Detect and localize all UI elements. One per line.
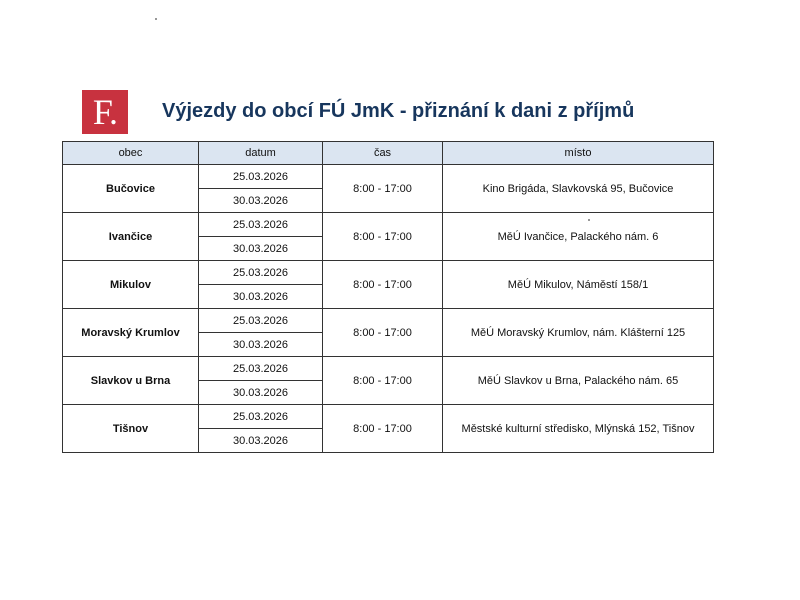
cell-cas: 8:00 - 17:00 xyxy=(323,261,443,309)
cell-obec: Ivančice xyxy=(63,213,199,261)
table-row xyxy=(63,213,714,237)
schedule-table xyxy=(62,141,714,453)
cell-cas: 8:00 - 17:00 xyxy=(323,213,443,261)
column-header-datum: datum xyxy=(199,142,323,165)
column-header-obec: obec xyxy=(63,142,199,165)
cell-misto: MěÚ Ivančice, Palackého nám. 6 xyxy=(443,213,714,261)
cell-obec: Tišnov xyxy=(63,405,199,453)
column-header-cas: čas xyxy=(323,142,443,165)
table-header-row xyxy=(63,142,714,165)
table-row xyxy=(63,405,714,429)
logo-letter: F. xyxy=(92,92,118,132)
cell-cas: 8:00 - 17:00 xyxy=(323,357,443,405)
cell-obec: Moravský Krumlov xyxy=(63,309,199,357)
cell-datum: 30.03.2026 xyxy=(199,237,323,261)
page-title: Výjezdy do obcí FÚ JmK - přiznání k dani z příjmů xyxy=(162,100,635,122)
table-row xyxy=(63,357,714,381)
cell-cas: 8:00 - 17:00 xyxy=(323,165,443,213)
cell-misto: Kino Brigáda, Slavkovská 95, Bučovice xyxy=(443,165,714,213)
cell-misto: MěÚ Moravský Krumlov, nám. Klášterní 125 xyxy=(443,309,714,357)
cell-obec: Mikulov xyxy=(63,261,199,309)
table-row xyxy=(63,261,714,285)
cell-misto: Městské kulturní středisko, Mlýnská 152, Tišnov xyxy=(443,405,714,453)
cell-datum: 25.03.2026 xyxy=(199,357,323,381)
cell-obec: Bučovice xyxy=(63,165,199,213)
cell-misto: MěÚ Slavkov u Brna, Palackého nám. 65 xyxy=(443,357,714,405)
logo xyxy=(82,90,128,134)
cell-datum: 25.03.2026 xyxy=(199,213,323,237)
cell-datum: 30.03.2026 xyxy=(199,381,323,405)
table-row xyxy=(63,309,714,333)
cell-datum: 25.03.2026 xyxy=(199,309,323,333)
cell-datum: 25.03.2026 xyxy=(199,405,323,429)
column-header-misto: místo xyxy=(443,142,714,165)
cell-datum: 30.03.2026 xyxy=(199,285,323,309)
cell-datum: 30.03.2026 xyxy=(199,333,323,357)
cell-cas: 8:00 - 17:00 xyxy=(323,405,443,453)
table-row xyxy=(63,165,714,189)
scan-speck xyxy=(155,18,157,20)
cell-datum: 25.03.2026 xyxy=(199,261,323,285)
cell-obec: Slavkov u Brna xyxy=(63,357,199,405)
cell-cas: 8:00 - 17:00 xyxy=(323,309,443,357)
cell-misto: MěÚ Mikulov, Náměstí 158/1 xyxy=(443,261,714,309)
cell-datum: 30.03.2026 xyxy=(199,189,323,213)
cell-datum: 30.03.2026 xyxy=(199,429,323,453)
cell-datum: 25.03.2026 xyxy=(199,165,323,189)
schedule-body xyxy=(63,165,714,453)
